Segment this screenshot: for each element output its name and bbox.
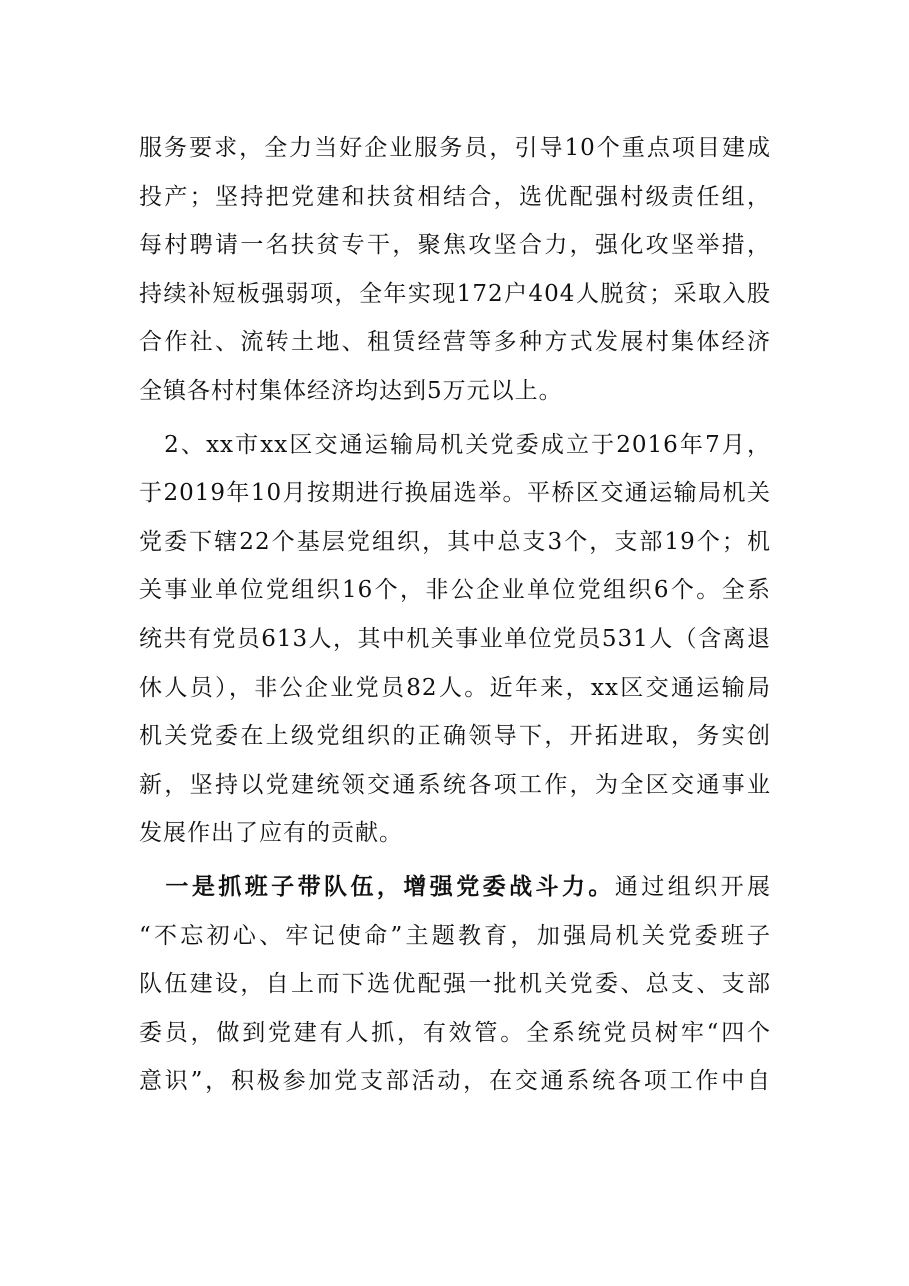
paragraph-3-first-line-rest: 通过组织开展 bbox=[614, 873, 772, 900]
paragraph-1-line: 全镇各村村集体经济均达到5万元以上。 bbox=[139, 377, 563, 404]
paragraph-3-first-line bbox=[139, 863, 771, 912]
paragraph-2-line: 统共有党员613人，其中机关事业单位党员531人（含离退 bbox=[139, 625, 771, 652]
paragraph-2-line: 2、xx市xx区交通运输局机关党委成立于2016年7月， bbox=[139, 431, 771, 458]
paragraph-2-line: 发展作出了应有的贡献。 bbox=[139, 820, 403, 847]
paragraph-2-line: 休人员），非公企业党员82人。近年来，xx区交通运输局 bbox=[139, 674, 771, 701]
paragraph-2-line: 机关党委在上级党组织的正确领导下，开拓进取，务实创 bbox=[139, 723, 771, 750]
paragraph-1-line: 每村聘请一名扶贫专干，聚焦攻坚合力，强化攻坚举措， bbox=[139, 232, 771, 259]
paragraph-3-line: 队伍建设，自上而下选优配强一批机关党委、总支、支部 bbox=[139, 971, 771, 998]
paragraph-3-line: “不忘初心、牢记使命”主题教育，加强局机关党委班子 bbox=[139, 922, 771, 949]
paragraph-3-line: 意识”，积极参加党支部活动，在交通系统各项工作中自 bbox=[139, 1068, 771, 1095]
paragraph-3-lead: 一是抓班子带队伍，增强党委战斗力。 bbox=[139, 872, 615, 900]
paragraph-2-line: 党委下辖22个基层党组织，其中总支3个，支部19个；机 bbox=[139, 528, 771, 555]
paragraph-1-line: 服务要求，全力当好企业服务员，引导10个重点项目建成 bbox=[139, 135, 771, 161]
document-body bbox=[139, 124, 771, 1106]
paragraph-1-line: 持续补短板强弱项，全年实现172户404人脱贫；采取入股 bbox=[139, 280, 771, 307]
paragraph-2-line: 新，坚持以党建统领交通系统各项工作，为全区交通事业 bbox=[139, 771, 771, 798]
paragraph-1-line: 合作社、流转土地、租赁经营等多种方式发展村集体经济 bbox=[139, 329, 771, 356]
paragraph-2-line: 关事业单位党组织16个，非公企业单位党组织6个。全系 bbox=[139, 577, 771, 604]
paragraph-1-line: 投产；坚持把党建和扶贫相结合，选优配强村级责任组， bbox=[139, 183, 771, 210]
paragraph-3-line: 委员，做到党建有人抓，有效管。全系统党员树牢“四个 bbox=[139, 1019, 771, 1046]
paragraph-2-line: 于2019年10月按期进行换届选举。平桥区交通运输局机关 bbox=[139, 480, 771, 507]
